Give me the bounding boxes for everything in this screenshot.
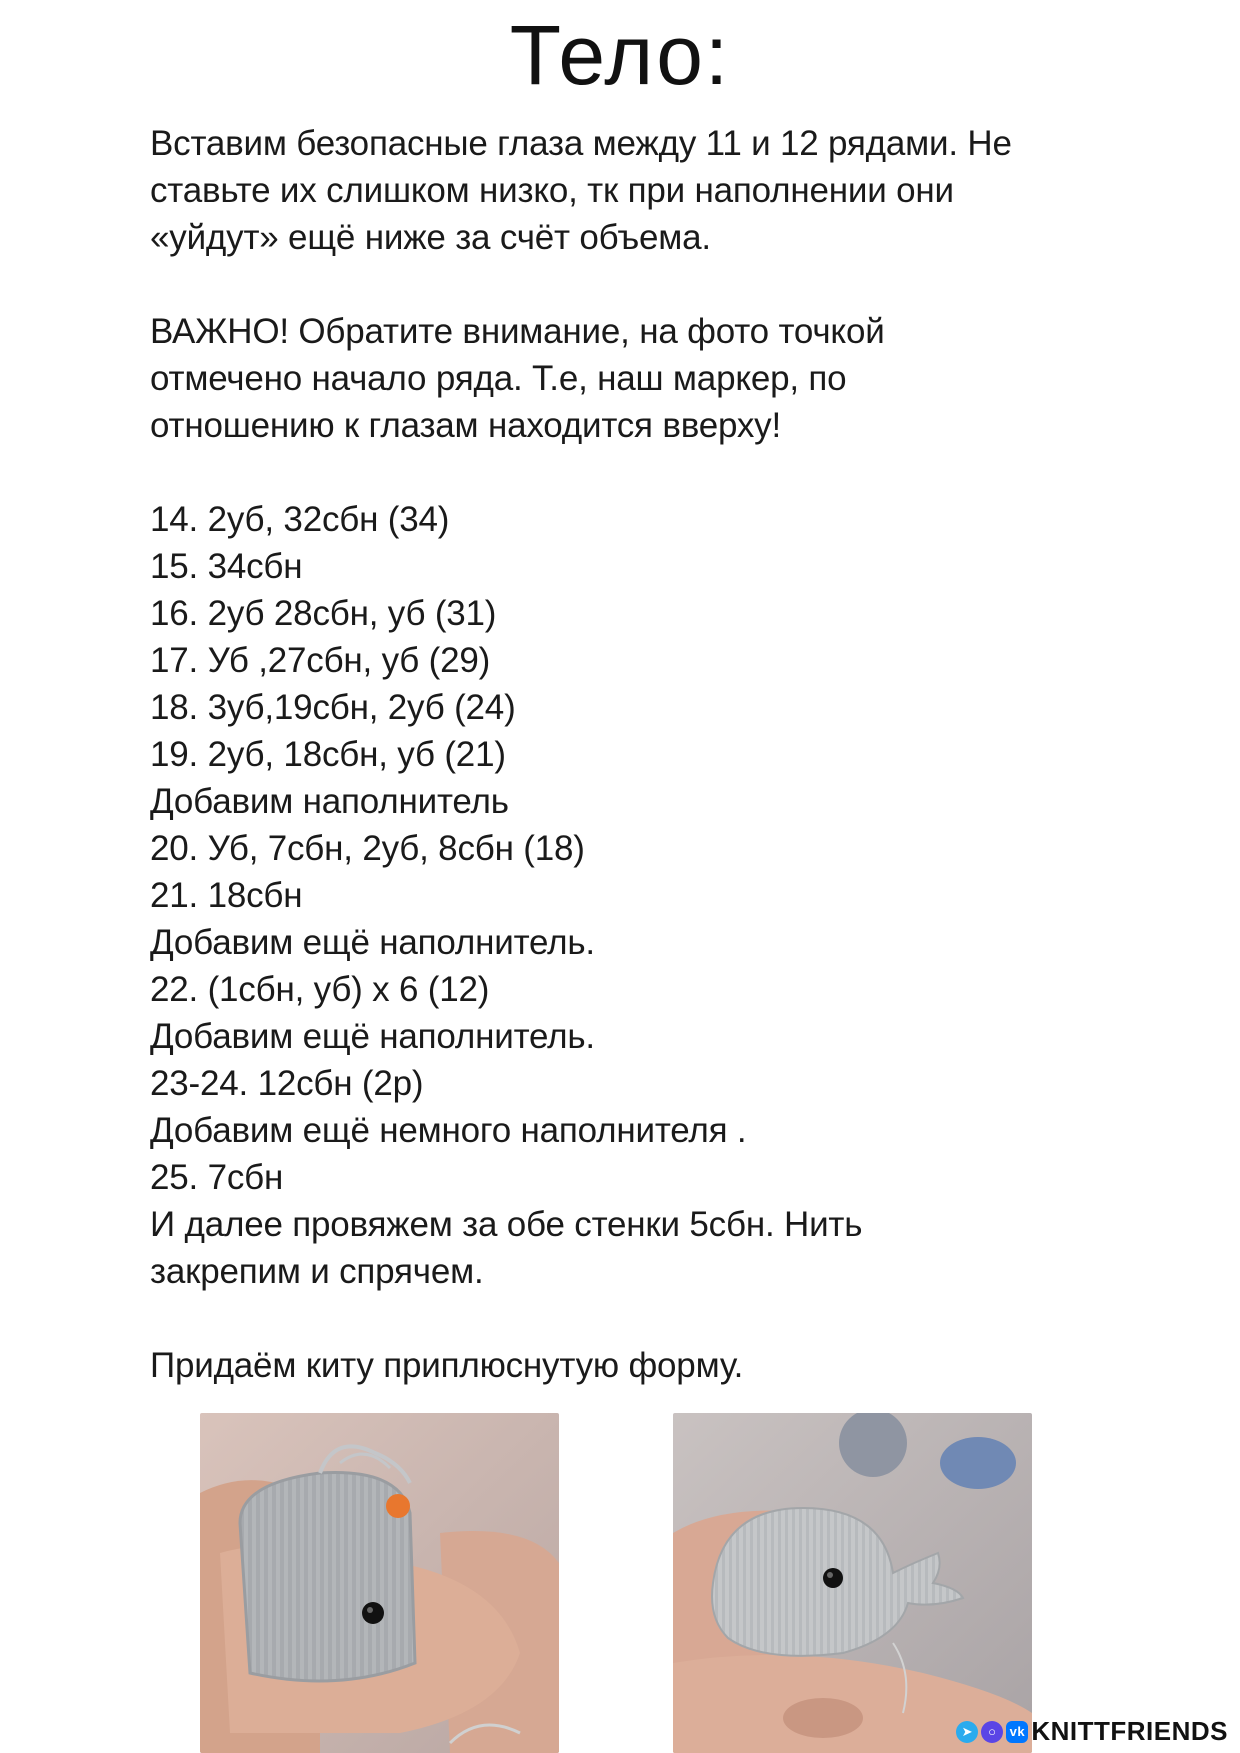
pattern-row: 20. Уб, 7сбн, 2уб, 8сбн (18) [150, 829, 585, 868]
pattern-row: 18. 3уб,19сбн, 2уб (24) [150, 688, 516, 727]
pattern-row: 23-24. 12сбн (2р) [150, 1064, 424, 1103]
crochet-body-in-hand-photo-icon [200, 1413, 559, 1753]
important-paragraph [150, 308, 1110, 449]
pattern-row: 21. 18сбн [150, 876, 303, 915]
page-title: Тело: [509, 8, 731, 102]
crochet-body-photo [200, 1413, 559, 1753]
intro-paragraph [150, 120, 1110, 261]
intro-line: Вставим безопасные глаза между 11 и 12 рядами. Не [150, 124, 1012, 163]
pattern-note: Добавим ещё немного наполнителя . [150, 1111, 747, 1150]
pattern-note: Добавим наполнитель [150, 782, 509, 821]
intro-line: ставьте их слишком низко, тк при наполнении они [150, 171, 954, 210]
pattern-row: 16. 2уб 28сбн, уб (31) [150, 594, 497, 633]
intro-line: «уйдут» ещё ниже за счёт объема. [150, 218, 711, 257]
vk-icon: vk [1006, 1721, 1028, 1743]
pattern-text [150, 120, 1110, 1389]
pattern-note: Добавим ещё наполнитель. [150, 1017, 595, 1056]
final-instruction: Придаём киту приплюснутую форму. [150, 1346, 744, 1385]
telegram-icon: ➤ [956, 1721, 978, 1743]
pattern-row: 14. 2уб, 32сбн (34) [150, 500, 450, 539]
important-line: отношению к глазам находится вверху! [150, 406, 781, 445]
pattern-row: 17. Уб ,27сбн, уб (29) [150, 641, 491, 680]
row-list [150, 496, 1110, 1295]
pattern-row: 22. (1сбн, уб) х 6 (12) [150, 970, 490, 1009]
crochet-whale-in-hand-photo-icon [673, 1413, 1032, 1753]
pattern-row: 19. 2уб, 18сбн, уб (21) [150, 735, 506, 774]
pattern-row: 25. 7сбн [150, 1158, 284, 1197]
pattern-note: Добавим ещё наполнитель. [150, 923, 595, 962]
max-icon: ○ [981, 1721, 1003, 1743]
pattern-note: закрепим и спрячем. [150, 1252, 484, 1291]
crochet-whale-photo [673, 1413, 1032, 1753]
pattern-note: И далее провяжем за обе стенки 5сбн. Нить [150, 1205, 863, 1244]
important-line: отмечено начало ряда. Т.е, наш маркер, по [150, 359, 847, 398]
brand-name: KNITTFRIENDS [1031, 1716, 1228, 1746]
important-line: ВАЖНО! Обратите внимание, на фото точкой [150, 312, 885, 351]
pattern-row: 15. 34сбн [150, 547, 303, 586]
brand-watermark [956, 1716, 1228, 1747]
